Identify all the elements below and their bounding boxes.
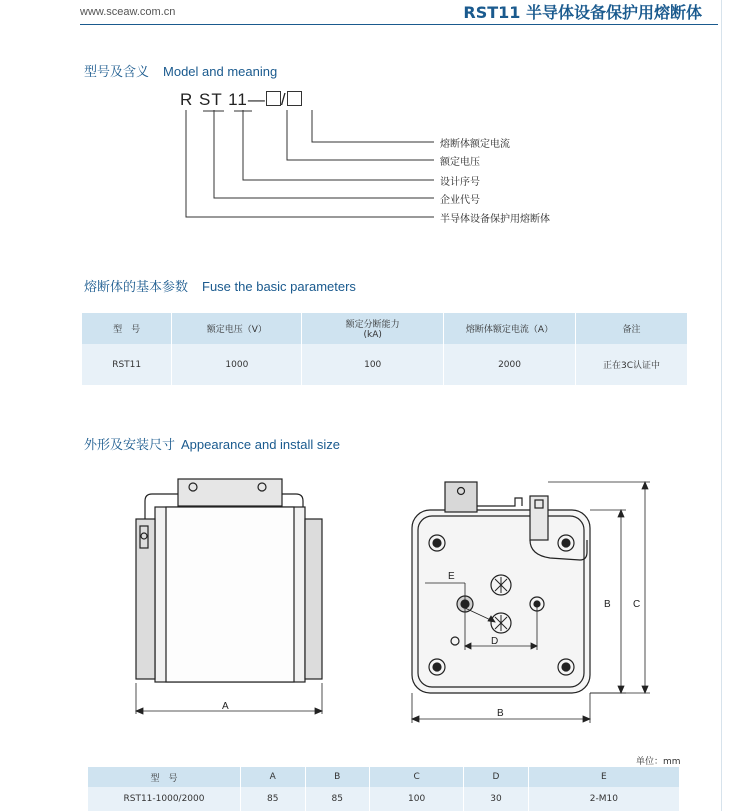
dimension-b-side-label: B (604, 599, 611, 610)
cell-model: RST11 (82, 344, 172, 385)
header-breaking-capacity-unit: (kA) (363, 330, 382, 340)
cell-d: 30 (464, 787, 529, 811)
model-leader-lines (186, 110, 434, 217)
site-url: www.sceaw.com.cn (80, 6, 176, 18)
cell-a: 85 (241, 787, 306, 811)
table-row (82, 344, 688, 385)
fuse-side-view (136, 479, 322, 682)
dimension-a (136, 683, 322, 714)
header-d: D (464, 767, 529, 787)
meaning-company-code: 企业代号 (440, 195, 480, 206)
header-rated-current: 熔断体额定电流（A） (444, 313, 576, 344)
params-section-heading (84, 276, 356, 295)
cell-rated-voltage: 1000 (172, 344, 302, 385)
header-remarks: 备注 (575, 313, 687, 344)
unit-label: 单位：mm (636, 757, 681, 767)
params-heading-en: Fuse the basic parameters (202, 279, 356, 294)
header-c: C (370, 767, 464, 787)
code-dash: — (247, 90, 266, 109)
parameters-table (82, 313, 688, 385)
dimension-c-label: C (633, 599, 641, 610)
code-r: R (180, 90, 194, 109)
cell-model: RST11-1000/2000 (88, 787, 241, 811)
cell-breaking-capacity: 100 (302, 344, 444, 385)
meaning-rated-current: 熔断体额定电流 (440, 139, 510, 150)
code-slash: / (280, 90, 287, 109)
meaning-rated-voltage: 额定电压 (440, 157, 480, 168)
appearance-heading-en: Appearance and install size (181, 437, 341, 452)
page-title: RST11 半导体设备保护用熔断体 (463, 3, 702, 22)
appearance-section-heading (84, 434, 340, 453)
header-b: B (305, 767, 370, 787)
header-breaking-capacity-line1: 额定分断能力 (345, 320, 400, 330)
dimensions-table (88, 767, 680, 811)
dimension-a-label: A (222, 701, 229, 712)
header-rated-voltage: 额定电压（V） (172, 313, 302, 344)
dimension-b-bottom-label: B (497, 708, 504, 719)
table-header-row (88, 767, 680, 787)
dimension-d-label: D (491, 636, 499, 647)
table-row (88, 787, 680, 811)
appearance-heading-cn: 外形及安装尺寸 (84, 438, 176, 453)
header-breaking-capacity (302, 313, 444, 344)
header-model: 型 号 (88, 767, 241, 787)
header-a: A (241, 767, 306, 787)
header-model: 型 号 (82, 313, 172, 344)
header-e: E (528, 767, 679, 787)
model-heading-cn: 型号及含义 (84, 65, 150, 80)
cell-remarks: 正在3C认证中 (575, 344, 687, 385)
meaning-product-type: 半导体设备保护用熔断体 (440, 214, 550, 225)
dimension-e-label: E (448, 571, 455, 582)
model-heading-en: Model and meaning (163, 64, 278, 79)
cell-b: 85 (305, 787, 370, 811)
cell-e: 2-M10 (528, 787, 679, 811)
meaning-design-serial: 设计序号 (440, 177, 480, 188)
table-header-row (82, 313, 688, 344)
cell-rated-current: 2000 (444, 344, 576, 385)
code-st: ST (199, 90, 223, 109)
code-num: 11 (228, 90, 248, 109)
params-heading-cn: 熔断体的基本参数 (84, 280, 189, 295)
cell-c: 100 (370, 787, 464, 811)
